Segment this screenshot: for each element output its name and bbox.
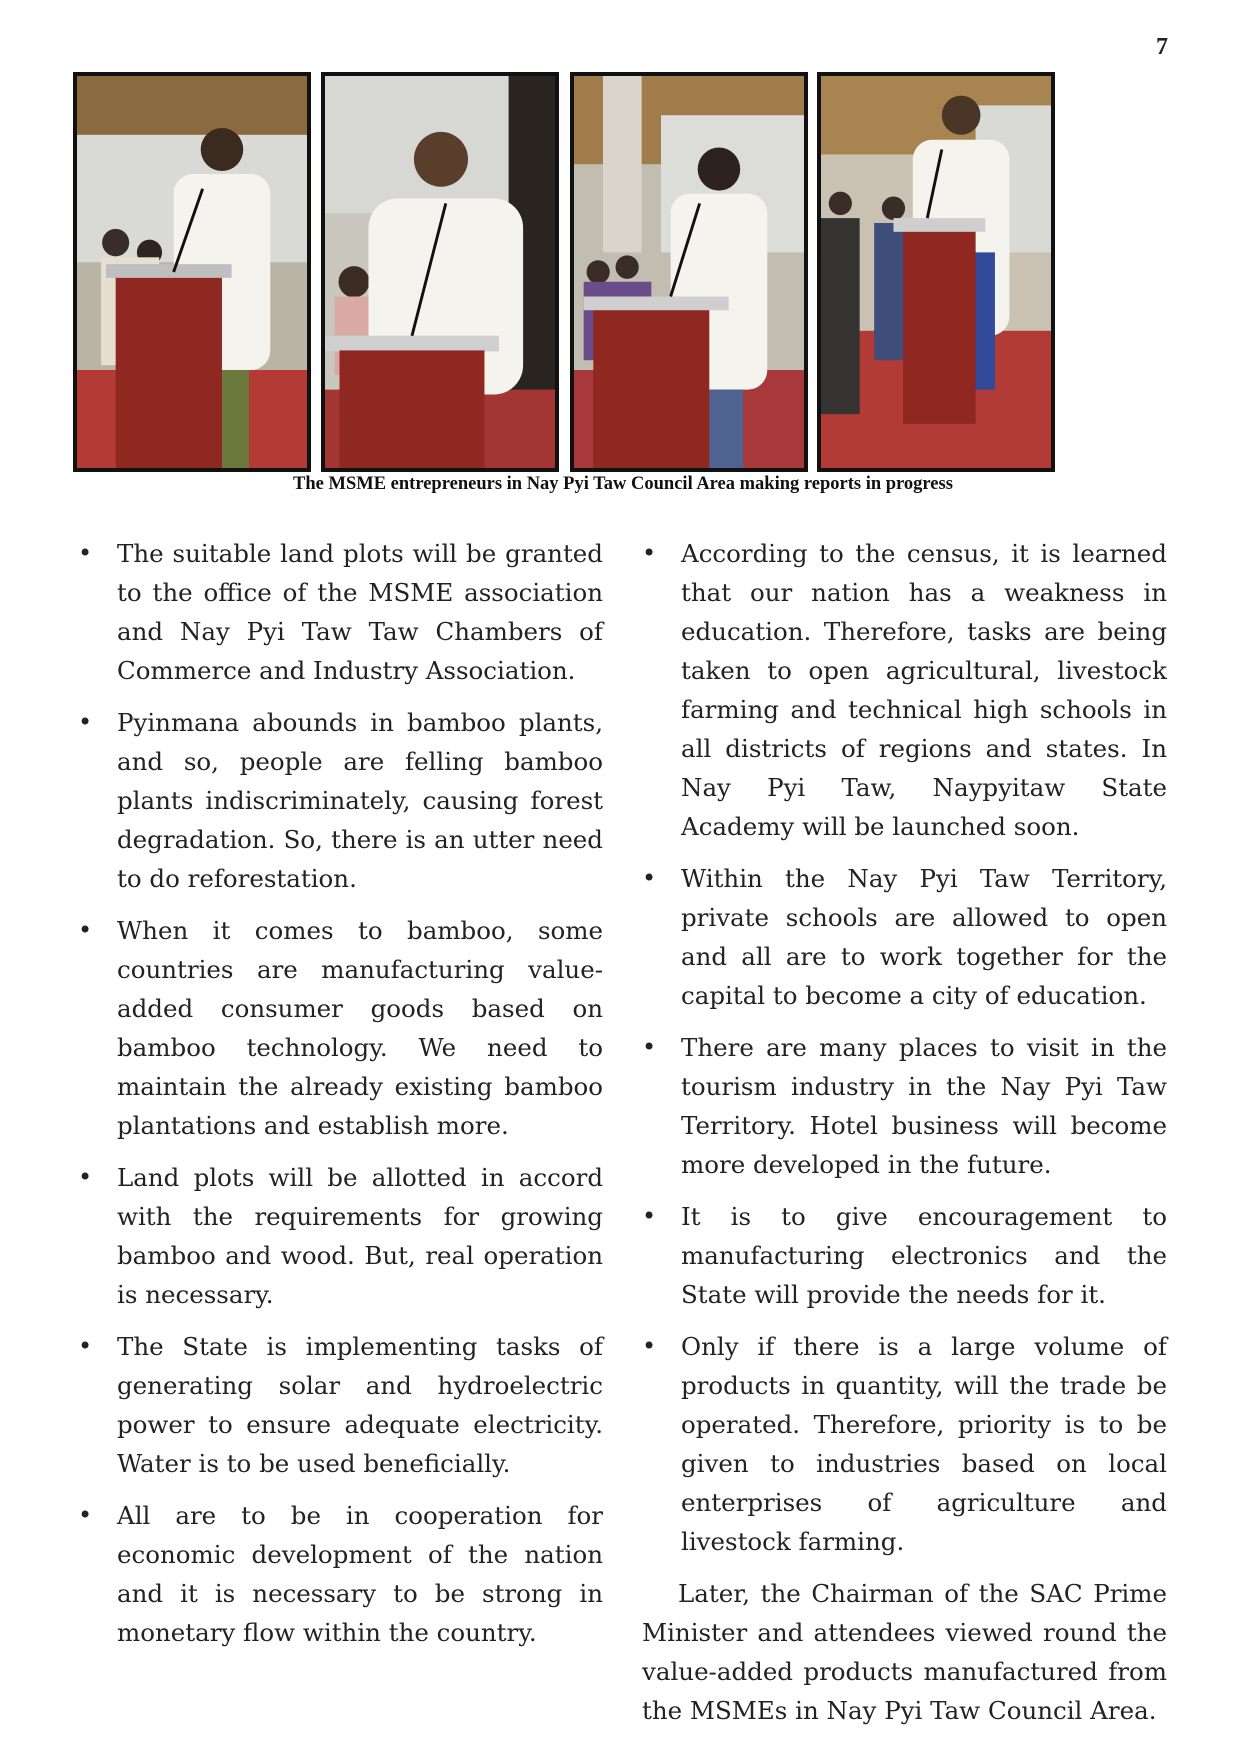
list-item: • Land plots will be allotted in accord with the requirements for growing bamboo and wood. But, real operation is necessary.: [78, 1158, 603, 1314]
list-item: • There are many places to visit in the tourism industry in the Nay Pyi Taw Territory. Hotel business will become more developed in the future.: [642, 1028, 1167, 1184]
page-number: 7: [1156, 34, 1168, 60]
speaker-photo-2: [321, 72, 559, 472]
list-item: • The suitable land plots will be granted to the office of the MSME association and Nay Pyi Taw Taw Chambers of Commerce and Industry Association.: [78, 534, 603, 690]
speaker-at-podium-photo-icon: [77, 76, 307, 468]
photo-caption: The MSME entrepreneurs in Nay Pyi Taw Council Area making reports in progress: [293, 474, 953, 494]
closing-paragraph: Later, the Chairman of the SAC Prime Minister and attendees viewed round the value-added products manufactured from the MSMEs in Nay Pyi Taw Council Area.: [642, 1579, 1167, 1725]
left-bullet-list: [78, 534, 603, 1652]
speaker-at-podium-photo-icon: [325, 76, 555, 468]
right-column: [642, 534, 1167, 1730]
list-item: • All are to be in cooperation for economic development of the nation and it is necessary to be strong in monetary flow within the country.: [78, 1496, 603, 1652]
photo-strip: [73, 72, 1173, 472]
list-item: • According to the census, it is learned that our nation has a weakness in education. Therefore, tasks are being taken to open agricultural, livestock farming and technical high schools in all districts of regions and states. In Nay Pyi Taw, Naypyitaw State Academy will be launched soon.: [642, 534, 1167, 846]
list-item: • The State is implementing tasks of generating solar and hydroelectric power to ensure adequate electricity. Water is to be used beneficially.: [78, 1327, 603, 1483]
speaker-at-podium-photo-icon: [821, 76, 1051, 468]
list-item: • Pyinmana abounds in bamboo plants, and so, people are felling bamboo plants indiscriminately, causing forest degradation. So, there is an utter need to do reforestation.: [78, 703, 603, 898]
list-item: • When it comes to bamboo, some countries are manufacturing value-added consumer goods based on bamboo technology. We need to maintain the already existing bamboo plantations and establish more.: [78, 911, 603, 1145]
speaker-photo-1: [73, 72, 311, 472]
speaker-at-podium-photo-icon: [574, 76, 804, 468]
left-column: [78, 534, 603, 1665]
list-item: • It is to give encouragement to manufacturing electronics and the State will provide the needs for it.: [642, 1197, 1167, 1314]
speaker-photo-4: [817, 72, 1055, 472]
speaker-photo-3: [570, 72, 808, 472]
list-item: • Only if there is a large volume of products in quantity, will the trade be operated. Therefore, priority is to be given to industries based on local enterprises of agriculture and livestock farming.: [642, 1327, 1167, 1561]
right-bullet-list: [642, 534, 1167, 1561]
list-item: • Within the Nay Pyi Taw Territory, private schools are allowed to open and all are to work together for the capital to become a city of education.: [642, 859, 1167, 1015]
